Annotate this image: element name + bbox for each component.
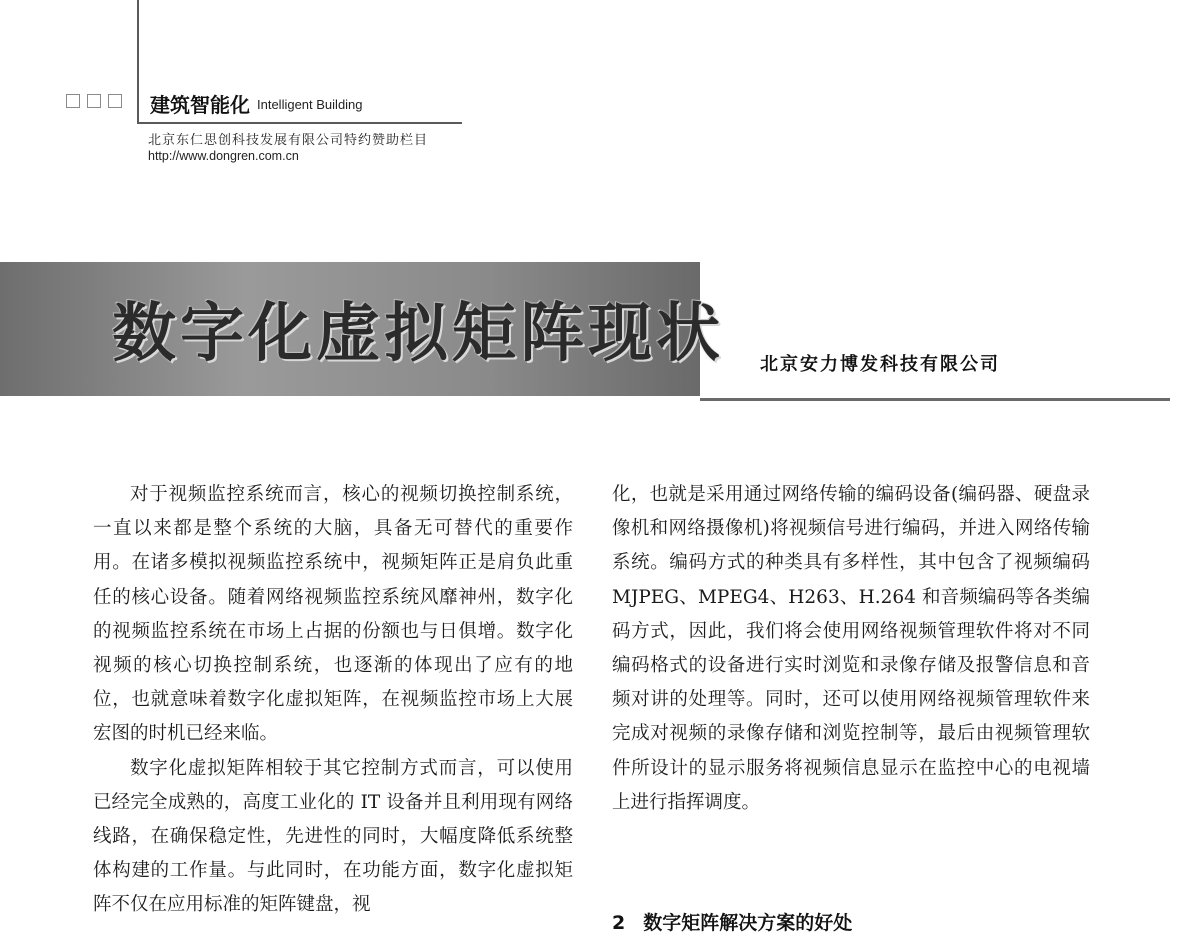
- sponsor-line: 北京东仁思创科技发展有限公司特约赞助栏目: [148, 133, 429, 148]
- header-vertical-rule: [137, 0, 139, 122]
- author-company: 北京安力博发科技有限公司: [760, 354, 1000, 375]
- decor-box: [87, 94, 101, 108]
- left-column: [93, 478, 573, 923]
- column-title: 建筑智能化: [150, 93, 250, 117]
- decor-box: [66, 94, 80, 108]
- paragraph: 对于视频监控系统而言，核心的视频切换控制系统，一直以来都是整个系统的大脑，具备无可替代的重要作用。在诸多模拟视频监控系统中，视频矩阵正是肩负此重任的核心设备。随着网络视频监控系统风靡神州，数字化的视频监控系统在市场上占据的份额也与日俱增。数字化视频的核心切换控制系统，也逐渐的体现出了应有的地位，也就意味着数字化虚拟矩阵，在视频监控市场上大展宏图的时机已经来临。: [93, 484, 573, 745]
- sponsor-url: http://www.dongren.com.cn: [148, 149, 299, 163]
- article-title: 数字化虚拟矩阵现状: [112, 297, 724, 371]
- right-column: [612, 478, 1090, 820]
- section-number: 2: [612, 912, 626, 934]
- header-decor-boxes: [66, 94, 122, 108]
- title-rule: [700, 398, 1170, 401]
- paragraph: 数字化虚拟矩阵相较于其它控制方式而言，可以使用已经完全成熟的，高度工业化的 IT 设备并且利用现有网络线路，在确保稳定性，先进性的同时，大幅度降低系统整体构建的工作量。与此同时，在功能方面，数字化虚拟矩阵不仅在应用标准的矩阵键盘，视: [93, 757, 573, 916]
- header-horizontal-rule: [137, 122, 462, 124]
- decor-box: [108, 94, 122, 108]
- paragraph: 化，也就是采用通过网络传输的编码设备(编码器、硬盘录像机和网络摄像机)将视频信号进行编码，并进入网络传输系统。编码方式的种类具有多样性，其中包含了视频编码 MJPEG、MPEG4、H263、H.264 和音频编码等各类编码方式，因此，我们将会使用网络视频管理软件将对不同编码格式的设备进行实时浏览和录像存储及报警信息和音频对讲的处理等。同时，还可以使用网络视频管理软件来完成对视频的录像存储和浏览控制等，最后由视频管理软件所设计的显示服务将视频信息显示在监控中心的电视墙上进行指挥调度。: [612, 484, 1090, 813]
- section-heading: [612, 908, 852, 935]
- column-title-english: Intelligent Building: [257, 97, 363, 112]
- section-title: 数字矩阵解决方案的好处: [643, 912, 853, 934]
